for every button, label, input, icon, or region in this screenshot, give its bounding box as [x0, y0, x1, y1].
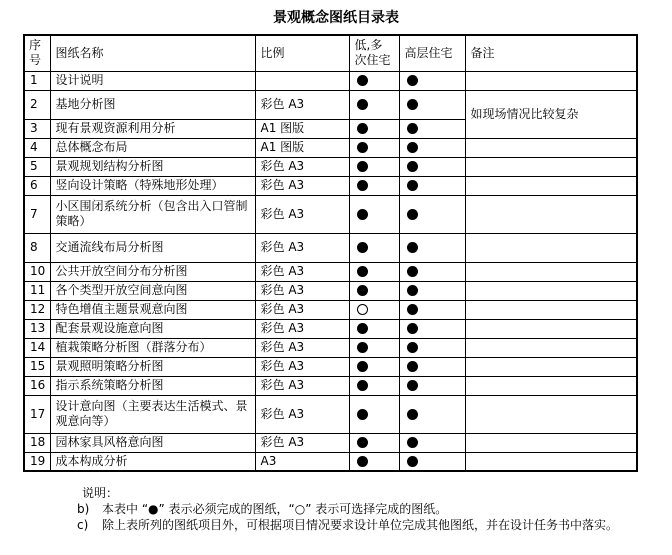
row-high-rise-mark [399, 376, 465, 395]
row-number: 7 [24, 195, 50, 233]
note-text: 除上表所列的图纸项目外，可根据项目情况要求设计单位完成其他图纸，并在设计任务书中落实。 [102, 518, 619, 532]
header-note: 备注 [465, 35, 637, 71]
row-high-rise-mark [399, 90, 465, 119]
header-name: 图纸名称 [50, 35, 255, 71]
filled-circle-icon [407, 285, 418, 296]
filled-circle-icon [357, 409, 368, 420]
row-note-merged: 如现场情况比较复杂 [465, 90, 637, 138]
filled-circle-icon [357, 180, 368, 191]
row-high-rise-mark [399, 138, 465, 157]
row-low-rise-mark [349, 338, 399, 357]
row-number: 18 [24, 433, 50, 452]
row-low-rise-mark [349, 138, 399, 157]
table-row [24, 338, 637, 357]
header-low-rise: 低,多次住宅 [349, 35, 399, 71]
filled-circle-icon [407, 142, 418, 153]
filled-circle-icon [357, 242, 368, 253]
document-title: 景观概念图纸目录表 [273, 10, 399, 26]
table-row [24, 300, 637, 319]
header-high-rise: 高层住宅 [399, 35, 465, 71]
filled-circle-icon [407, 209, 418, 220]
filled-circle-icon [407, 99, 418, 110]
row-drawing-name: 竖向设计策略（特殊地形处理） [50, 176, 255, 195]
row-low-rise-mark [349, 119, 399, 138]
row-scale: A3 [255, 452, 349, 471]
row-drawing-name: 交通流线布局分析图 [50, 233, 255, 262]
row-scale: 彩色 A3 [255, 433, 349, 452]
row-low-rise-mark [349, 262, 399, 281]
table-row [24, 176, 637, 195]
row-drawing-name: 特色增值主题景观意向图 [50, 300, 255, 319]
filled-circle-icon [407, 75, 418, 86]
row-drawing-name: 公共开放空间分布分析图 [50, 262, 255, 281]
filled-circle-icon [407, 342, 418, 353]
note-label: b) [77, 502, 90, 516]
header-scale: 比例 [255, 35, 349, 71]
row-number: 11 [24, 281, 50, 300]
row-low-rise-mark [349, 395, 399, 433]
row-low-rise-mark [349, 452, 399, 471]
row-drawing-name: 植栽策略分析图（群落分布） [50, 338, 255, 357]
row-low-rise-mark [349, 376, 399, 395]
filled-circle-icon [357, 323, 368, 334]
filled-circle-icon [407, 361, 418, 372]
table-row [24, 376, 637, 395]
row-scale: 彩色 A3 [255, 319, 349, 338]
note-item [65, 501, 662, 517]
row-high-rise-mark [399, 157, 465, 176]
filled-circle-icon [407, 323, 418, 334]
drawing-directory-table [23, 34, 638, 472]
row-number: 10 [24, 262, 50, 281]
row-note [465, 452, 637, 471]
row-note [465, 395, 637, 433]
row-scale: 彩色 A3 [255, 357, 349, 376]
filled-circle-icon [357, 361, 368, 372]
row-drawing-name: 配套景观设施意向图 [50, 319, 255, 338]
table-row [24, 281, 637, 300]
note-label: c) [77, 518, 89, 532]
row-high-rise-mark [399, 176, 465, 195]
row-note [465, 376, 637, 395]
row-high-rise-mark [399, 433, 465, 452]
table-row [24, 357, 637, 376]
row-high-rise-mark [399, 281, 465, 300]
table-row [24, 71, 637, 90]
row-scale: 彩色 A3 [255, 395, 349, 433]
row-note [465, 338, 637, 357]
row-number: 3 [24, 119, 50, 138]
row-drawing-name: 成本构成分析 [50, 452, 255, 471]
row-high-rise-mark [399, 395, 465, 433]
row-scale: 彩色 A3 [255, 90, 349, 119]
row-drawing-name: 基地分析图 [50, 90, 255, 119]
row-scale: 彩色 A3 [255, 262, 349, 281]
filled-circle-icon [357, 142, 368, 153]
row-drawing-name: 现有景观资源利用分析 [50, 119, 255, 138]
row-number: 16 [24, 376, 50, 395]
row-note [465, 281, 637, 300]
filled-circle-icon [357, 75, 368, 86]
row-note [465, 262, 637, 281]
notes-heading: 说明： [82, 486, 119, 500]
row-high-rise-mark [399, 262, 465, 281]
row-note [465, 357, 637, 376]
row-note [465, 138, 637, 157]
row-high-rise-mark [399, 195, 465, 233]
row-scale: 彩色 A3 [255, 376, 349, 395]
filled-circle-icon [407, 161, 418, 172]
table-row [24, 157, 637, 176]
row-scale: 彩色 A3 [255, 281, 349, 300]
row-drawing-name: 景观照明策略分析图 [50, 357, 255, 376]
row-drawing-name: 总体概念布局 [50, 138, 255, 157]
note-text: 本表中 “●” 表示必须完成的图纸，“○” 表示可选择完成的图纸。 [102, 502, 448, 516]
row-high-rise-mark [399, 357, 465, 376]
row-drawing-name: 园林家具风格意向图 [50, 433, 255, 452]
row-drawing-name: 小区围闭系统分析（包含出入口管制策略） [50, 195, 255, 233]
filled-circle-icon [357, 456, 368, 467]
row-high-rise-mark [399, 71, 465, 90]
filled-circle-icon [357, 437, 368, 448]
row-note [465, 157, 637, 176]
row-number: 6 [24, 176, 50, 195]
row-number: 17 [24, 395, 50, 433]
row-note [465, 176, 637, 195]
row-number: 8 [24, 233, 50, 262]
table-row [24, 452, 637, 471]
filled-circle-icon [407, 123, 418, 134]
row-number: 14 [24, 338, 50, 357]
filled-circle-icon [357, 380, 368, 391]
row-scale: 彩色 A3 [255, 338, 349, 357]
filled-circle-icon [357, 342, 368, 353]
filled-circle-icon [407, 266, 418, 277]
row-number: 13 [24, 319, 50, 338]
row-low-rise-mark [349, 281, 399, 300]
header-num: 序号 [24, 35, 50, 71]
filled-circle-icon [357, 123, 368, 134]
row-scale: A1 图版 [255, 138, 349, 157]
filled-circle-icon [357, 209, 368, 220]
row-scale: A1 图版 [255, 119, 349, 138]
filled-circle-icon [407, 409, 418, 420]
table-row [24, 195, 637, 233]
row-note [465, 319, 637, 338]
row-scale: 彩色 A3 [255, 176, 349, 195]
row-drawing-name: 设计说明 [50, 71, 255, 90]
row-high-rise-mark [399, 452, 465, 471]
row-note [465, 300, 637, 319]
table-row [24, 319, 637, 338]
row-note [465, 71, 637, 90]
row-high-rise-mark [399, 300, 465, 319]
table-row [24, 233, 637, 262]
row-number: 19 [24, 452, 50, 471]
table-row [24, 138, 637, 157]
row-low-rise-mark [349, 319, 399, 338]
row-number: 5 [24, 157, 50, 176]
filled-circle-icon [407, 437, 418, 448]
row-low-rise-mark [349, 176, 399, 195]
row-number: 1 [24, 71, 50, 90]
row-drawing-name: 各个类型开放空间意向图 [50, 281, 255, 300]
table-row [24, 262, 637, 281]
row-number: 12 [24, 300, 50, 319]
row-high-rise-mark [399, 338, 465, 357]
row-scale [255, 71, 349, 90]
notes-section [65, 485, 662, 533]
row-low-rise-mark [349, 195, 399, 233]
table-row [24, 433, 637, 452]
row-low-rise-mark [349, 357, 399, 376]
row-note [465, 433, 637, 452]
row-note [465, 195, 637, 233]
filled-circle-icon [357, 285, 368, 296]
row-low-rise-mark [349, 157, 399, 176]
table-body [24, 71, 637, 471]
row-number: 2 [24, 90, 50, 119]
filled-circle-icon [407, 456, 418, 467]
filled-circle-icon [407, 304, 418, 315]
table-row [24, 90, 637, 119]
filled-circle-icon [407, 180, 418, 191]
filled-circle-icon [407, 242, 418, 253]
filled-circle-icon [407, 380, 418, 391]
row-drawing-name: 指示系统策略分析图 [50, 376, 255, 395]
row-number: 4 [24, 138, 50, 157]
filled-circle-icon [357, 161, 368, 172]
filled-circle-icon [357, 99, 368, 110]
note-item [65, 517, 662, 533]
row-scale: 彩色 A3 [255, 300, 349, 319]
open-circle-icon [357, 304, 368, 315]
filled-circle-icon [357, 266, 368, 277]
row-scale: 彩色 A3 [255, 195, 349, 233]
row-note [465, 233, 637, 262]
row-low-rise-mark [349, 300, 399, 319]
row-scale: 彩色 A3 [255, 157, 349, 176]
row-high-rise-mark [399, 319, 465, 338]
row-drawing-name: 景观规划结构分析图 [50, 157, 255, 176]
row-number: 15 [24, 357, 50, 376]
row-high-rise-mark [399, 233, 465, 262]
row-low-rise-mark [349, 233, 399, 262]
row-drawing-name: 设计意向图（主要表达生活模式、景观意向等） [50, 395, 255, 433]
row-scale: 彩色 A3 [255, 233, 349, 262]
row-low-rise-mark [349, 71, 399, 90]
row-low-rise-mark [349, 90, 399, 119]
row-low-rise-mark [349, 433, 399, 452]
table-row [24, 395, 637, 433]
row-high-rise-mark [399, 119, 465, 138]
